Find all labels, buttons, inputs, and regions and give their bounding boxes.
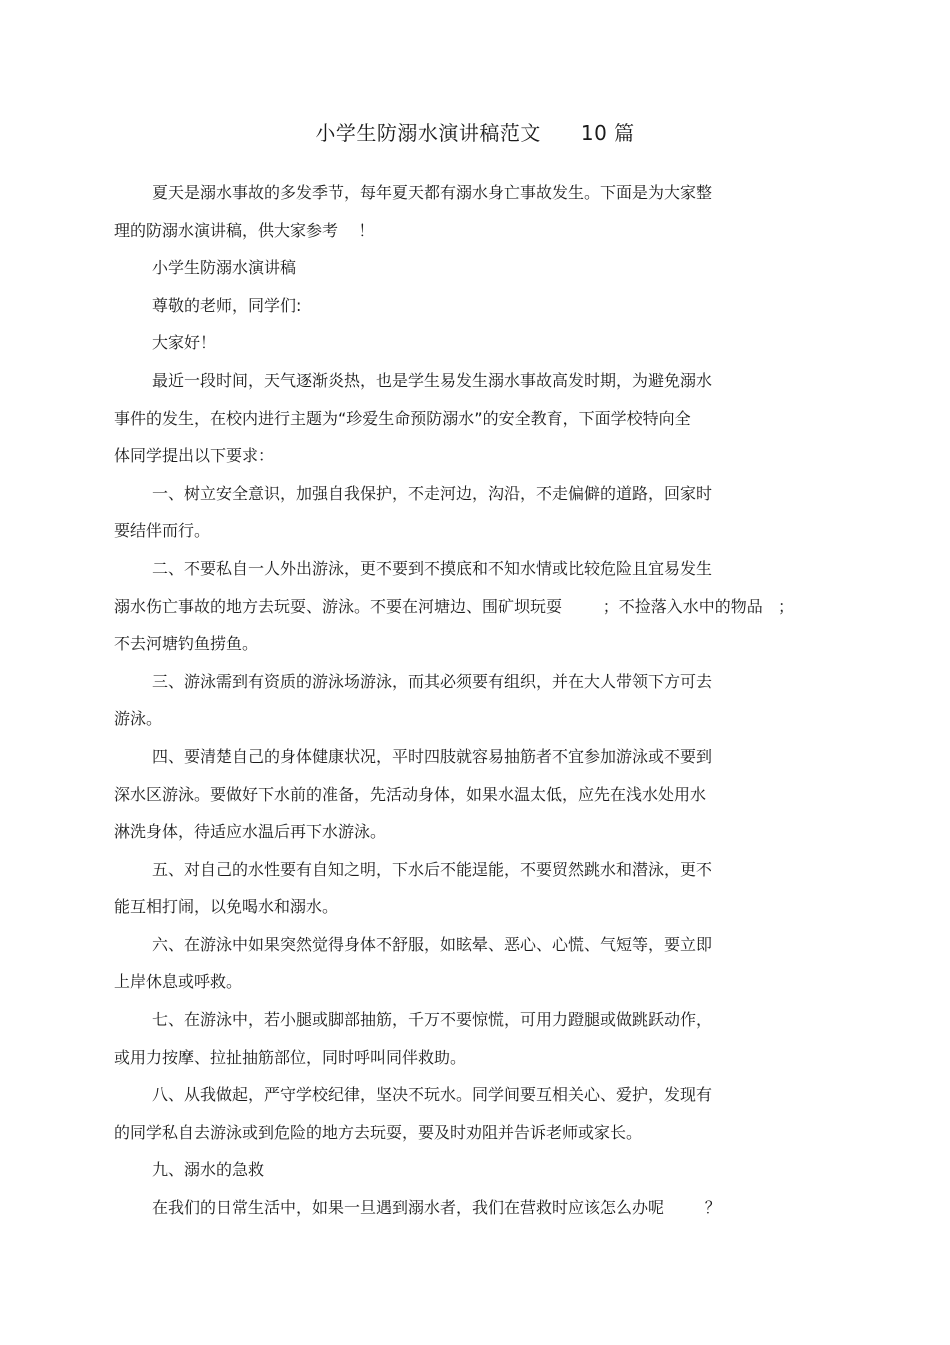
paragraph-rule-2 (114, 550, 794, 663)
text-line: 大家好！ (152, 333, 217, 353)
text-line: 三、游泳需到有资质的游泳场游泳，而其必须要有组织，并在大人带领下方可去 (152, 671, 713, 691)
paragraph-rule-7 (114, 1001, 794, 1076)
text-line: 不去河塘钓鱼捞鱼。 (114, 634, 259, 654)
text-line: 上岸休息或呼救。 (114, 972, 243, 992)
title-text: 小学生防溺水演讲稿范文 (315, 121, 541, 145)
document-title (0, 116, 950, 150)
paragraph-rule-3 (114, 663, 794, 738)
text-line: 九、溺水的急救 (152, 1160, 265, 1180)
text-line: 尊敬的老师，同学们: (152, 295, 302, 315)
document-body (114, 174, 794, 1227)
paragraph-intro (114, 174, 794, 249)
paragraph-rule-9 (114, 1151, 794, 1189)
text-line: 能互相打闹，以免喝水和溺水。 (114, 897, 339, 917)
text-line: 淋洗身体，待适应水温后再下水游泳。 (114, 822, 387, 842)
paragraph-rule-8 (114, 1076, 794, 1151)
text-line: 二、不要私自一人外出游泳，更不要到不摸底和不知水情或比较危险且宜易发生 (152, 558, 713, 578)
text-line: 的同学私自去游泳或到危险的地方去玩耍，要及时劝阻并告诉老师或家长。 (114, 1122, 643, 1142)
text-line: 在我们的日常生活中，如果一旦遇到溺水者，我们在营救时应该怎么办呢 ？ (152, 1198, 721, 1218)
text-line: 小学生防溺水演讲稿 (152, 258, 297, 278)
paragraph-greeting (114, 324, 794, 362)
text-line: 四、要清楚自己的身体健康状况，平时四肢就容易抽筋者不宜参加游泳或不要到 (152, 746, 713, 766)
paragraph-rule-4 (114, 738, 794, 851)
text-line: 七、在游泳中，若小腿或脚部抽筋，千万不要惊慌，可用力蹬腿或做跳跃动作， (152, 1010, 713, 1030)
text-line: 理的防溺水演讲稿，供大家参考 ！ (114, 220, 375, 240)
text-line: 事件的发生，在校内进行主题为“珍爱生命预防溺水”的安全教育，下面学校特向全 (114, 408, 691, 428)
text-line: 最近一段时间，天气逐渐炎热，也是学生易发生溺水事故高发时期，为避免溺水 (152, 370, 713, 390)
text-line: 一、树立安全意识，加强自我保护，不走河边，沟沿，不走偏僻的道路，回家时 (152, 483, 713, 503)
text-line: 五、对自己的水性要有自知之明，下水后不能逞能，不要贸然跳水和潜泳，更不 (152, 859, 713, 879)
text-line: 或用力按摩、拉扯抽筋部位，同时呼叫同伴救助。 (114, 1047, 467, 1067)
paragraph-rule-6 (114, 926, 794, 1001)
text-line: 夏天是溺水事故的多发季节，每年夏天都有溺水身亡事故发生。下面是为大家整 (152, 183, 713, 202)
text-line: 体同学提出以下要求： (114, 446, 275, 466)
paragraph-closing (114, 1189, 794, 1227)
paragraph-subtitle (114, 249, 794, 287)
text-line: 八、从我做起，严守学校纪律，坚决不玩水。同学间要互相关心、爱护，发现有 (152, 1085, 713, 1105)
text-line: 深水区游泳。要做好下水前的准备，先活动身体，如果水温太低，应先在浅水处用水 (114, 784, 707, 804)
text-line: 溺水伤亡事故的地方去玩耍、游泳。不要在河塘边、围矿坝玩耍 ；不捡落入水中的物品 ； (114, 596, 794, 616)
paragraph-opening (114, 362, 794, 475)
paragraph-rule-5 (114, 851, 794, 926)
text-line: 六、在游泳中如果突然觉得身体不舒服，如眩晕、恶心、心慌、气短等，要立即 (152, 934, 713, 954)
text-line: 要结伴而行。 (114, 521, 211, 541)
title-number: 10 篇 (580, 121, 635, 145)
paragraph-salutation (114, 287, 794, 325)
text-line: 游泳。 (114, 709, 163, 729)
paragraph-rule-1 (114, 475, 794, 550)
